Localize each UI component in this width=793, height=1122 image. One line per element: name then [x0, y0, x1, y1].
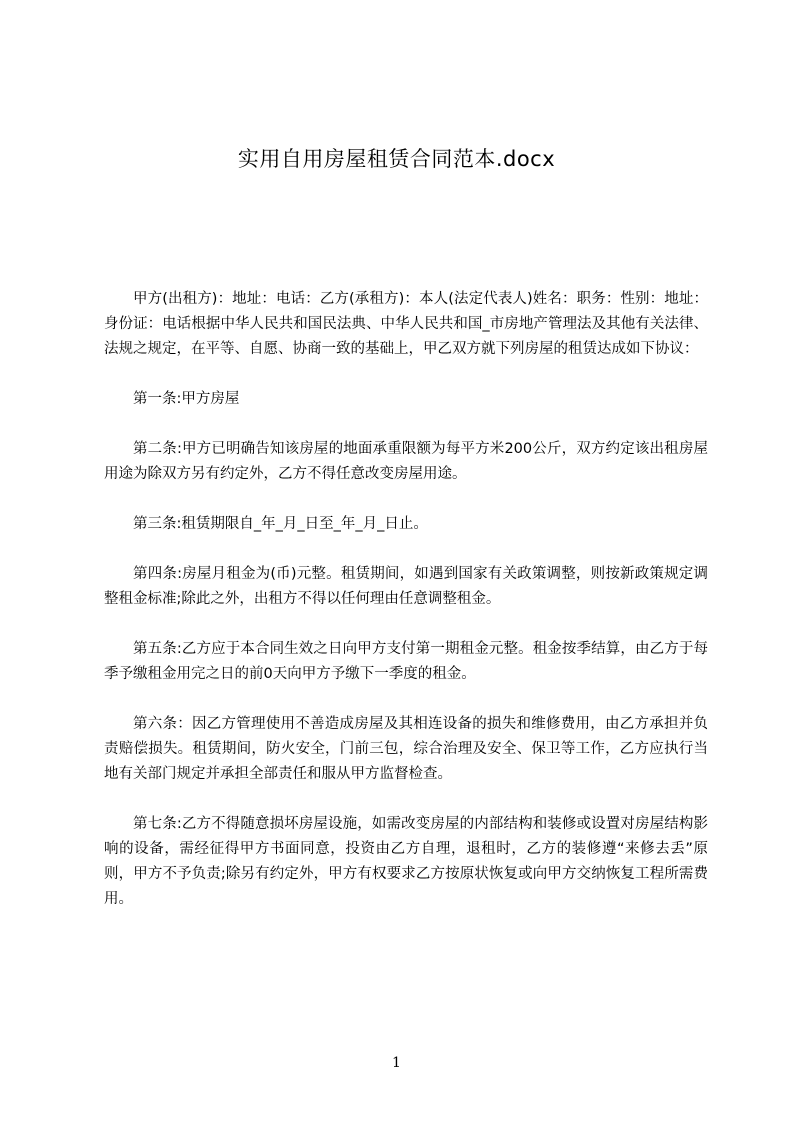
paragraph-article-1: 第一条:甲方房屋 [133, 391, 240, 407]
document-body [104, 287, 708, 937]
paragraph-article-5: 第五条:乙方应于本合同生效之日向甲方支付第一期租金元整。租金按季结算，由乙方于每季予缴租金用完之日的前0天向甲方予缴下一季度的租金。 [104, 641, 708, 682]
paragraph-preamble: 甲方(出租方)：地址：电话：乙方(承租方)：本人(法定代表人)姓名：职务：性别：地址：身份证：电话根据中华人民共和国民法典、中华人民共和国_市房地产管理法及其他有关法律、法规之规定，在平等、自愿、协商一致的基础上，甲乙双方就下列房屋的租赁达成如下协议： [104, 291, 708, 357]
paragraph-article-7: 第七条:乙方不得随意损坏房屋设施，如需改变房屋的内部结构和装修或设置对房屋结构影响的设备，需经征得甲方书面同意，投资由乙方自理，退租时，乙方的装修遵“来修去丢”原则，甲方不予负责;除另有约定外，甲方有权要求乙方按原状恢复或向甲方交纳恢复工程所需费用。 [104, 816, 708, 907]
paragraph-article-3: 第三条:租赁期限自_年_月_日至_年_月_日止。 [133, 516, 428, 532]
paragraph-article-2: 第二条:甲方已明确告知该房屋的地面承重限额为每平方米200公斤，双方约定该出租房屋用途为除双方另有约定外，乙方不得任意改变房屋用途。 [104, 441, 708, 482]
page-number: 1 [392, 1055, 401, 1071]
paragraph-article-4: 第四条:房屋月租金为(币)元整。租赁期间，如遇到国家有关政策调整，则按新政策规定调整租金标准;除此之外，出租方不得以任何理由任意调整租金。 [104, 566, 708, 607]
paragraph-article-6: 第六条：因乙方管理使用不善造成房屋及其相连设备的损失和维修费用，由乙方承担并负责赔偿损失。租赁期间，防火安全，门前三包，综合治理及安全、保卫等工作，乙方应执行当地有关部门规定并承担全部责任和服从甲方监督检查。 [104, 716, 708, 782]
document-title: 实用自用房屋租赁合同范本.docx [237, 147, 556, 171]
